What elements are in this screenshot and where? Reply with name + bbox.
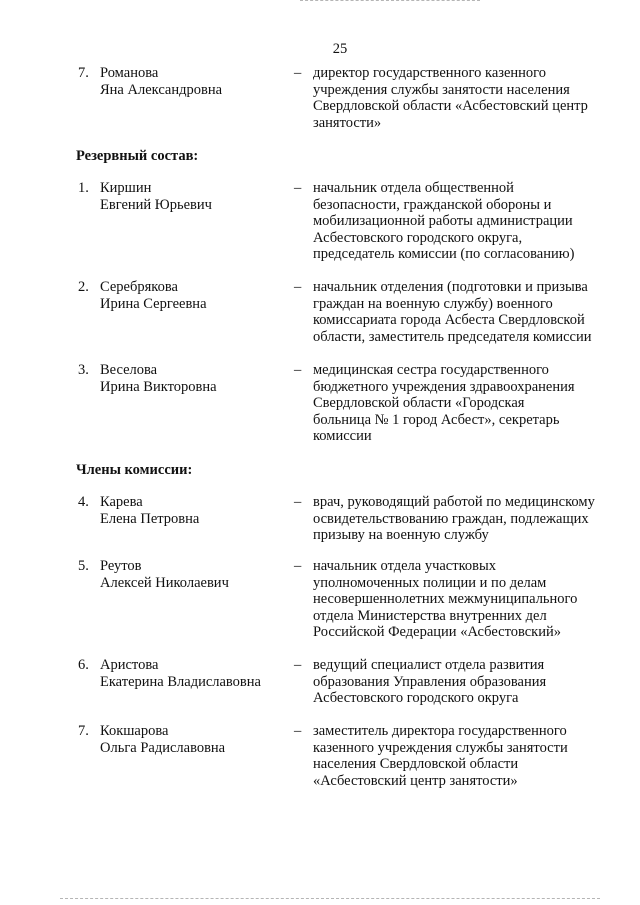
dash-separator: – <box>294 180 302 196</box>
item-number: 6. <box>78 657 89 673</box>
dash-separator: – <box>294 494 302 510</box>
item-number: 4. <box>78 494 89 510</box>
description-line: образования Управления образования <box>313 673 547 690</box>
description-line: «Асбестовский центр занятости» <box>313 772 518 789</box>
person-name <box>100 65 290 98</box>
description-line: комиссии <box>313 428 372 445</box>
description-line: начальник отдела общественной <box>313 180 514 196</box>
dash-separator: – <box>294 723 302 739</box>
given-names: Елена Петровна <box>100 510 200 527</box>
person-name <box>100 558 290 591</box>
given-names: Екатерина Владиславовна <box>100 673 261 690</box>
description-line: занятости» <box>313 114 382 131</box>
surname: Реутов <box>100 558 142 574</box>
page-number: 25 <box>332 41 348 57</box>
dash-separator: – <box>294 362 302 378</box>
reserve-heading: Резервный состав: <box>76 148 199 164</box>
given-names: Яна Александровна <box>100 81 223 98</box>
description-line: Асбестовского городского округа, <box>313 229 523 246</box>
item-number: 3. <box>78 362 89 378</box>
description-line: Российской Федерации «Асбестовский» <box>313 624 561 641</box>
description-line: врач, руководящий работой по медицинскому <box>313 494 595 510</box>
surname: Веселова <box>100 362 158 378</box>
description-line: Свердловской области «Городская <box>313 395 525 412</box>
description-line: отдела Министерства внутренних дел <box>313 607 547 624</box>
position-description <box>313 657 613 707</box>
description-line: председатель комиссии (по согласованию) <box>313 246 575 263</box>
item-number: 5. <box>78 558 89 574</box>
position-description <box>313 180 613 263</box>
item-number: 2. <box>78 279 89 295</box>
dash-separator: – <box>294 657 302 673</box>
surname: Карева <box>100 494 143 510</box>
person-name <box>100 362 290 395</box>
description-line: мобилизационной работы администрации <box>313 213 573 230</box>
item-number: 7. <box>78 723 89 739</box>
dash-separator: – <box>294 558 302 574</box>
surname: Киршин <box>100 180 152 196</box>
position-description <box>313 362 613 445</box>
description-line: уполномоченных полиции и по делам <box>313 574 547 591</box>
description-line: населения Свердловской области <box>313 756 519 773</box>
person-name <box>100 723 290 756</box>
description-line: ведущий специалист отдела развития <box>313 657 545 673</box>
given-names: Ольга Радиславовна <box>100 739 226 756</box>
given-names: Евгений Юрьевич <box>100 196 212 213</box>
surname: Кокшарова <box>100 723 169 739</box>
description-line: Свердловской области «Асбестовский центр <box>313 98 588 115</box>
dash-separator: – <box>294 279 302 295</box>
description-line: медицинская сестра государственного <box>313 362 549 378</box>
description-line: казенного учреждения службы занятости <box>313 739 568 756</box>
description-line: заместитель директора государственного <box>313 723 567 739</box>
description-line: освидетельствованию граждан, подлежащих <box>313 510 589 527</box>
description-line: Асбестовского городского округа <box>313 690 519 707</box>
surname: Аристова <box>100 657 159 673</box>
description-line: области, заместитель председателя комиссии <box>313 328 592 345</box>
position-description <box>313 558 613 641</box>
person-name <box>100 180 290 213</box>
given-names: Ирина Викторовна <box>100 378 217 395</box>
surname: Романова <box>100 65 159 81</box>
description-line: несовершеннолетних межмуниципального <box>313 591 578 608</box>
description-line: директор государственного казенного <box>313 65 547 81</box>
person-name <box>100 279 290 312</box>
position-description <box>313 494 613 544</box>
scan-edge-bottom <box>60 898 600 900</box>
position-description <box>313 65 613 131</box>
description-line: бюджетного учреждения здравоохранения <box>313 378 575 395</box>
item-number: 7. <box>78 65 89 81</box>
position-description <box>313 723 613 789</box>
description-line: граждан на военную службу) военного <box>313 295 553 312</box>
scan-edge-top <box>300 0 480 2</box>
description-line: безопасности, гражданской обороны и <box>313 196 552 213</box>
surname: Серебрякова <box>100 279 178 295</box>
members-heading: Члены комиссии: <box>76 462 193 478</box>
person-name <box>100 494 290 527</box>
position-description <box>313 279 613 345</box>
description-line: начальник отдела участковых <box>313 558 496 574</box>
description-line: призыву на военную службу <box>313 527 489 544</box>
description-line: начальник отделения (подготовки и призыва <box>313 279 588 295</box>
item-number: 1. <box>78 180 89 196</box>
given-names: Ирина Сергеевна <box>100 295 207 312</box>
dash-separator: – <box>294 65 302 81</box>
person-name <box>100 657 290 690</box>
description-line: больница № 1 город Асбест», секретарь <box>313 411 560 428</box>
description-line: комиссариата города Асбеста Свердловской <box>313 312 585 329</box>
description-line: учреждения службы занятости населения <box>313 81 570 98</box>
given-names: Алексей Николаевич <box>100 574 229 591</box>
